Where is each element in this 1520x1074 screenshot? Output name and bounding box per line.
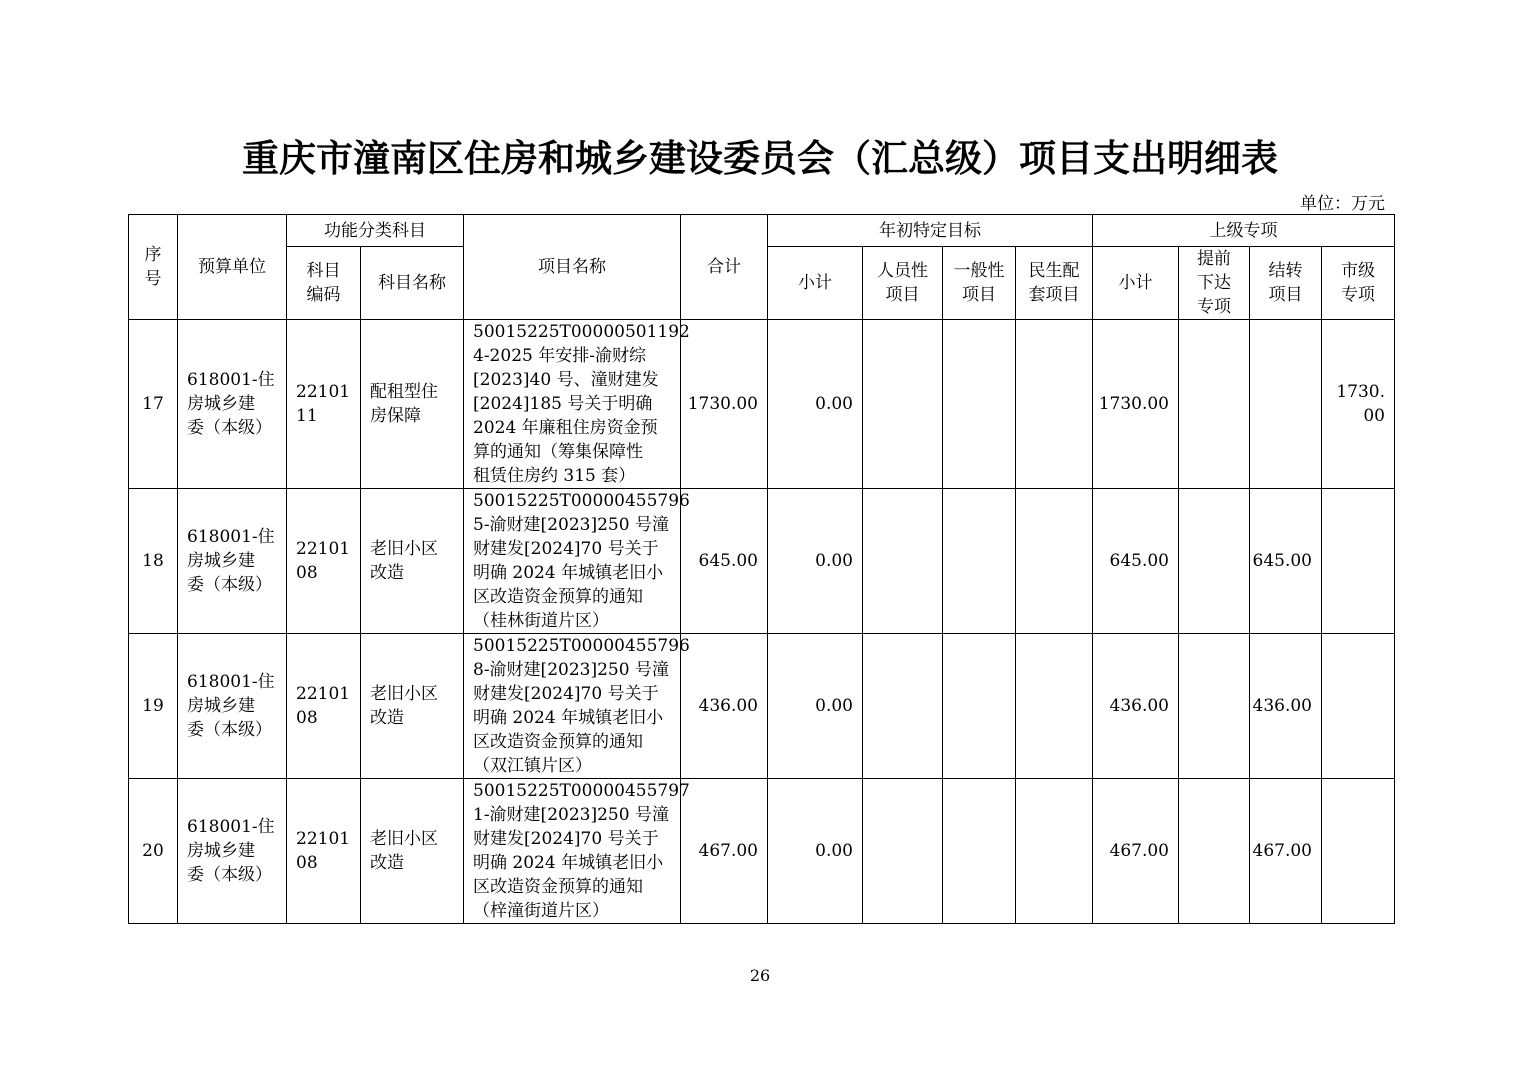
cell-upper-city [1322, 779, 1395, 924]
cell-seq: 18 [129, 489, 178, 634]
cell-target-subtotal: 0.00 [768, 779, 863, 924]
cell-target-general [943, 634, 1016, 779]
header-seq: 序 号 [129, 215, 178, 320]
cell-target-general [943, 489, 1016, 634]
cell-upper-subtotal: 436.00 [1093, 634, 1179, 779]
cell-upper-city [1322, 489, 1395, 634]
cell-subject-code: 22101 08 [287, 634, 361, 779]
page-number: 26 [749, 966, 771, 985]
cell-subject-name: 老旧小区 改造 [361, 634, 464, 779]
cell-subject-name: 配租型住 房保障 [361, 320, 464, 489]
cell-target-personnel [863, 779, 943, 924]
cell-upper-advance [1179, 320, 1250, 489]
unit-label: 单位：万元 [1300, 194, 1385, 214]
cell-total: 467.00 [681, 779, 768, 924]
cell-budget-unit: 618001-住 房城乡建 委（本级） [178, 489, 287, 634]
header-upper-advance: 提前 下达 专项 [1179, 247, 1250, 320]
cell-total: 645.00 [681, 489, 768, 634]
header-upper-special: 上级专项 [1093, 215, 1395, 247]
cell-upper-subtotal: 467.00 [1093, 779, 1179, 924]
cell-budget-unit: 618001-住 房城乡建 委（本级） [178, 634, 287, 779]
cell-target-subtotal: 0.00 [768, 489, 863, 634]
cell-subject-name: 老旧小区 改造 [361, 489, 464, 634]
header-subject-code: 科目 编码 [287, 247, 361, 320]
header-target-livelihood: 民生配 套项目 [1016, 247, 1093, 320]
page-title: 重庆市潼南区住房和城乡建设委员会（汇总级）项目支出明细表 [242, 137, 1278, 180]
header-target-personnel: 人员性 项目 [863, 247, 943, 320]
cell-upper-carry [1250, 320, 1322, 489]
cell-upper-carry: 467.00 [1250, 779, 1322, 924]
project-expenditure-table [128, 214, 1395, 924]
cell-upper-advance [1179, 634, 1250, 779]
table-row [129, 779, 1395, 924]
cell-upper-advance [1179, 489, 1250, 634]
header-upper-city: 市级 专项 [1322, 247, 1395, 320]
header-budget-unit: 预算单位 [178, 215, 287, 320]
cell-upper-carry: 436.00 [1250, 634, 1322, 779]
cell-total: 436.00 [681, 634, 768, 779]
cell-upper-city: 1730. 00 [1322, 320, 1395, 489]
cell-budget-unit: 618001-住 房城乡建 委（本级） [178, 779, 287, 924]
cell-target-subtotal: 0.00 [768, 634, 863, 779]
cell-target-livelihood [1016, 779, 1093, 924]
cell-target-livelihood [1016, 634, 1093, 779]
cell-target-general [943, 320, 1016, 489]
table-row [129, 489, 1395, 634]
header-function-category: 功能分类科目 [287, 215, 464, 247]
header-annual-target: 年初特定目标 [768, 215, 1093, 247]
table-row [129, 634, 1395, 779]
header-project-name: 项目名称 [464, 215, 681, 320]
header-upper-carry: 结转 项目 [1250, 247, 1322, 320]
header-upper-subtotal: 小计 [1093, 247, 1179, 320]
header-total: 合计 [681, 215, 768, 320]
cell-subject-code: 22101 08 [287, 779, 361, 924]
header-target-subtotal: 小计 [768, 247, 863, 320]
cell-upper-subtotal: 645.00 [1093, 489, 1179, 634]
table-row [129, 320, 1395, 489]
cell-seq: 20 [129, 779, 178, 924]
cell-target-livelihood [1016, 320, 1093, 489]
cell-upper-advance [1179, 779, 1250, 924]
cell-project-name: 50015225T00000501192 4-2025 年安排-渝财综 [2023]40 号、潼财建发 [2024]185 号关于明确 2024 年廉租住房资金预 算的通知（筹集保障性 租赁住房约 315 套） [464, 320, 681, 489]
cell-target-subtotal: 0.00 [768, 320, 863, 489]
cell-target-personnel [863, 634, 943, 779]
cell-target-personnel [863, 320, 943, 489]
cell-subject-code: 22101 11 [287, 320, 361, 489]
header-target-general: 一般性 项目 [943, 247, 1016, 320]
cell-budget-unit: 618001-住 房城乡建 委（本级） [178, 320, 287, 489]
cell-target-general [943, 779, 1016, 924]
cell-total: 1730.00 [681, 320, 768, 489]
cell-seq: 19 [129, 634, 178, 779]
cell-seq: 17 [129, 320, 178, 489]
header-subject-name: 科目名称 [361, 247, 464, 320]
cell-upper-subtotal: 1730.00 [1093, 320, 1179, 489]
cell-target-livelihood [1016, 489, 1093, 634]
cell-project-name: 50015225T00000455797 1-渝财建[2023]250 号潼 财建发[2024]70 号关于 明确 2024 年城镇老旧小 区改造资金预算的通知 （梓潼街道片区） [464, 779, 681, 924]
cell-subject-name: 老旧小区 改造 [361, 779, 464, 924]
cell-target-personnel [863, 489, 943, 634]
cell-project-name: 50015225T00000455796 5-渝财建[2023]250 号潼 财建发[2024]70 号关于 明确 2024 年城镇老旧小 区改造资金预算的通知 （桂林街道片区） [464, 489, 681, 634]
cell-project-name: 50015225T00000455796 8-渝财建[2023]250 号潼 财建发[2024]70 号关于 明确 2024 年城镇老旧小 区改造资金预算的通知 （双江镇片区） [464, 634, 681, 779]
cell-upper-city [1322, 634, 1395, 779]
cell-upper-carry: 645.00 [1250, 489, 1322, 634]
cell-subject-code: 22101 08 [287, 489, 361, 634]
